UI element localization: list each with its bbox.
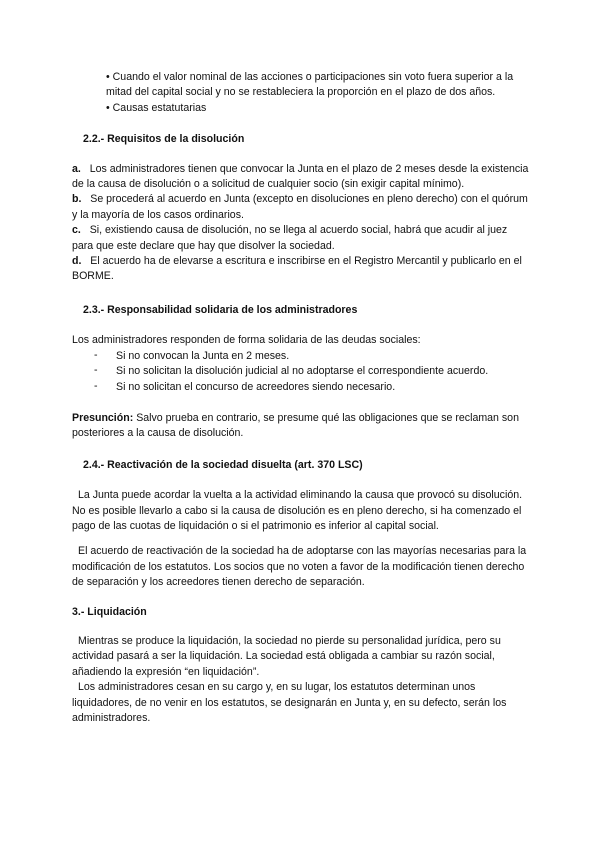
bullet-item: • Cuando el valor nominal de las acciones o participaciones sin voto fuera superior a la mitad del capital social y no se restableciera la proporción en el plazo de dos años.: [106, 71, 514, 99]
presumption-label: Presunción:: [72, 411, 134, 424]
reactivation-paragraph-2: El acuerdo de reactivación de la sociedad ha de adoptarse con las mayorías necesarias para la modificación de los estatutos. Los socios que no voten a favor de la modificación tienen derecho de separación y los acreedores tienen derecho de separación.: [72, 545, 527, 589]
item-label: c.: [72, 224, 81, 237]
list-item: [72, 349, 530, 364]
item-text: El acuerdo ha de elevarse a escritura e inscribirse en el Registro Mercantil y publicarlo en el BORME.: [72, 255, 522, 283]
bullet-item: • Causas estatutarias: [106, 101, 207, 114]
section-heading-2-4: 2.4.- Reactivación de la sociedad disuelta (art. 370 LSC): [83, 458, 363, 471]
requirement-item: [72, 192, 530, 223]
requirement-item: [72, 223, 530, 254]
presumption-text: Salvo prueba en contrario, se presume qué las obligaciones que se reclaman son posteriores a la causa de disolución.: [72, 411, 519, 440]
list-item: [72, 380, 530, 395]
item-label: b.: [72, 193, 82, 206]
presumption-paragraph: [72, 411, 530, 442]
dash-marker: -: [94, 379, 98, 392]
document-page: [72, 70, 530, 726]
item-label: d.: [72, 255, 82, 268]
liquidation-paragraph-2: Los administradores cesan en su cargo y, en su lugar, los estatutos determinan unos liquidadores, de no venir en los estatutos, se designarán en Junta y, en su defecto, serán los administradores.: [72, 681, 507, 724]
section-heading-2-2: 2.2.- Requisitos de la disolución: [83, 133, 245, 146]
item-text: Se procederá al acuerdo en Junta (excepto en disoluciones en pleno derecho) con el quórum y la mayoría de los casos ordinarios.: [72, 193, 528, 221]
item-text: Si, existiendo causa de disolución, no se llega al acuerdo social, habrá que acudir al juez para que este declare que hay que disolver la sociedad.: [72, 224, 508, 252]
section-heading-3: 3.- Liquidación: [72, 605, 147, 618]
dash-marker: -: [94, 364, 98, 377]
liquidation-paragraph-1: Mientras se produce la liquidación, la sociedad no pierde su personalidad jurídica, pero su actividad pasará a ser la liquidación. La sociedad está obligada a cambiar su razón social, añadiendo la expresión “en liquidación”.: [72, 634, 501, 678]
list-item-text: Si no solicitan la disolución judicial al no adoptarse el correspondiente acuerdo.: [116, 365, 489, 378]
reactivation-paragraph-1: La Junta puede acordar la vuelta a la actividad eliminando la causa que provocó su disolución. No es posible llevarlo a cabo si la causa de disolución es en pleno derecho, si ha comenzado el pago de las cuotas de liquidación o si el patrimonio es inferior al capital social.: [72, 489, 523, 532]
dash-marker: -: [94, 348, 98, 361]
section-heading-2-3: 2.3.- Responsabilidad solidaria de los administradores: [83, 303, 358, 316]
list-item-text: Si no convocan la Junta en 2 meses.: [116, 349, 290, 362]
item-label: a.: [72, 162, 81, 175]
list-item: [72, 364, 530, 379]
item-text: Los administradores tienen que convocar la Junta en el plazo de 2 meses desde la existencia de la causa de disolución o a solicitud de cualquier socio (sin exigir capital mínimo).: [72, 162, 529, 191]
requirement-item: [72, 162, 530, 193]
liability-intro: Los administradores responden de forma solidaria de las deudas sociales:: [72, 334, 421, 347]
list-item-text: Si no solicitan el concurso de acreedores siendo necesario.: [116, 380, 396, 393]
requirement-item: [72, 254, 530, 285]
